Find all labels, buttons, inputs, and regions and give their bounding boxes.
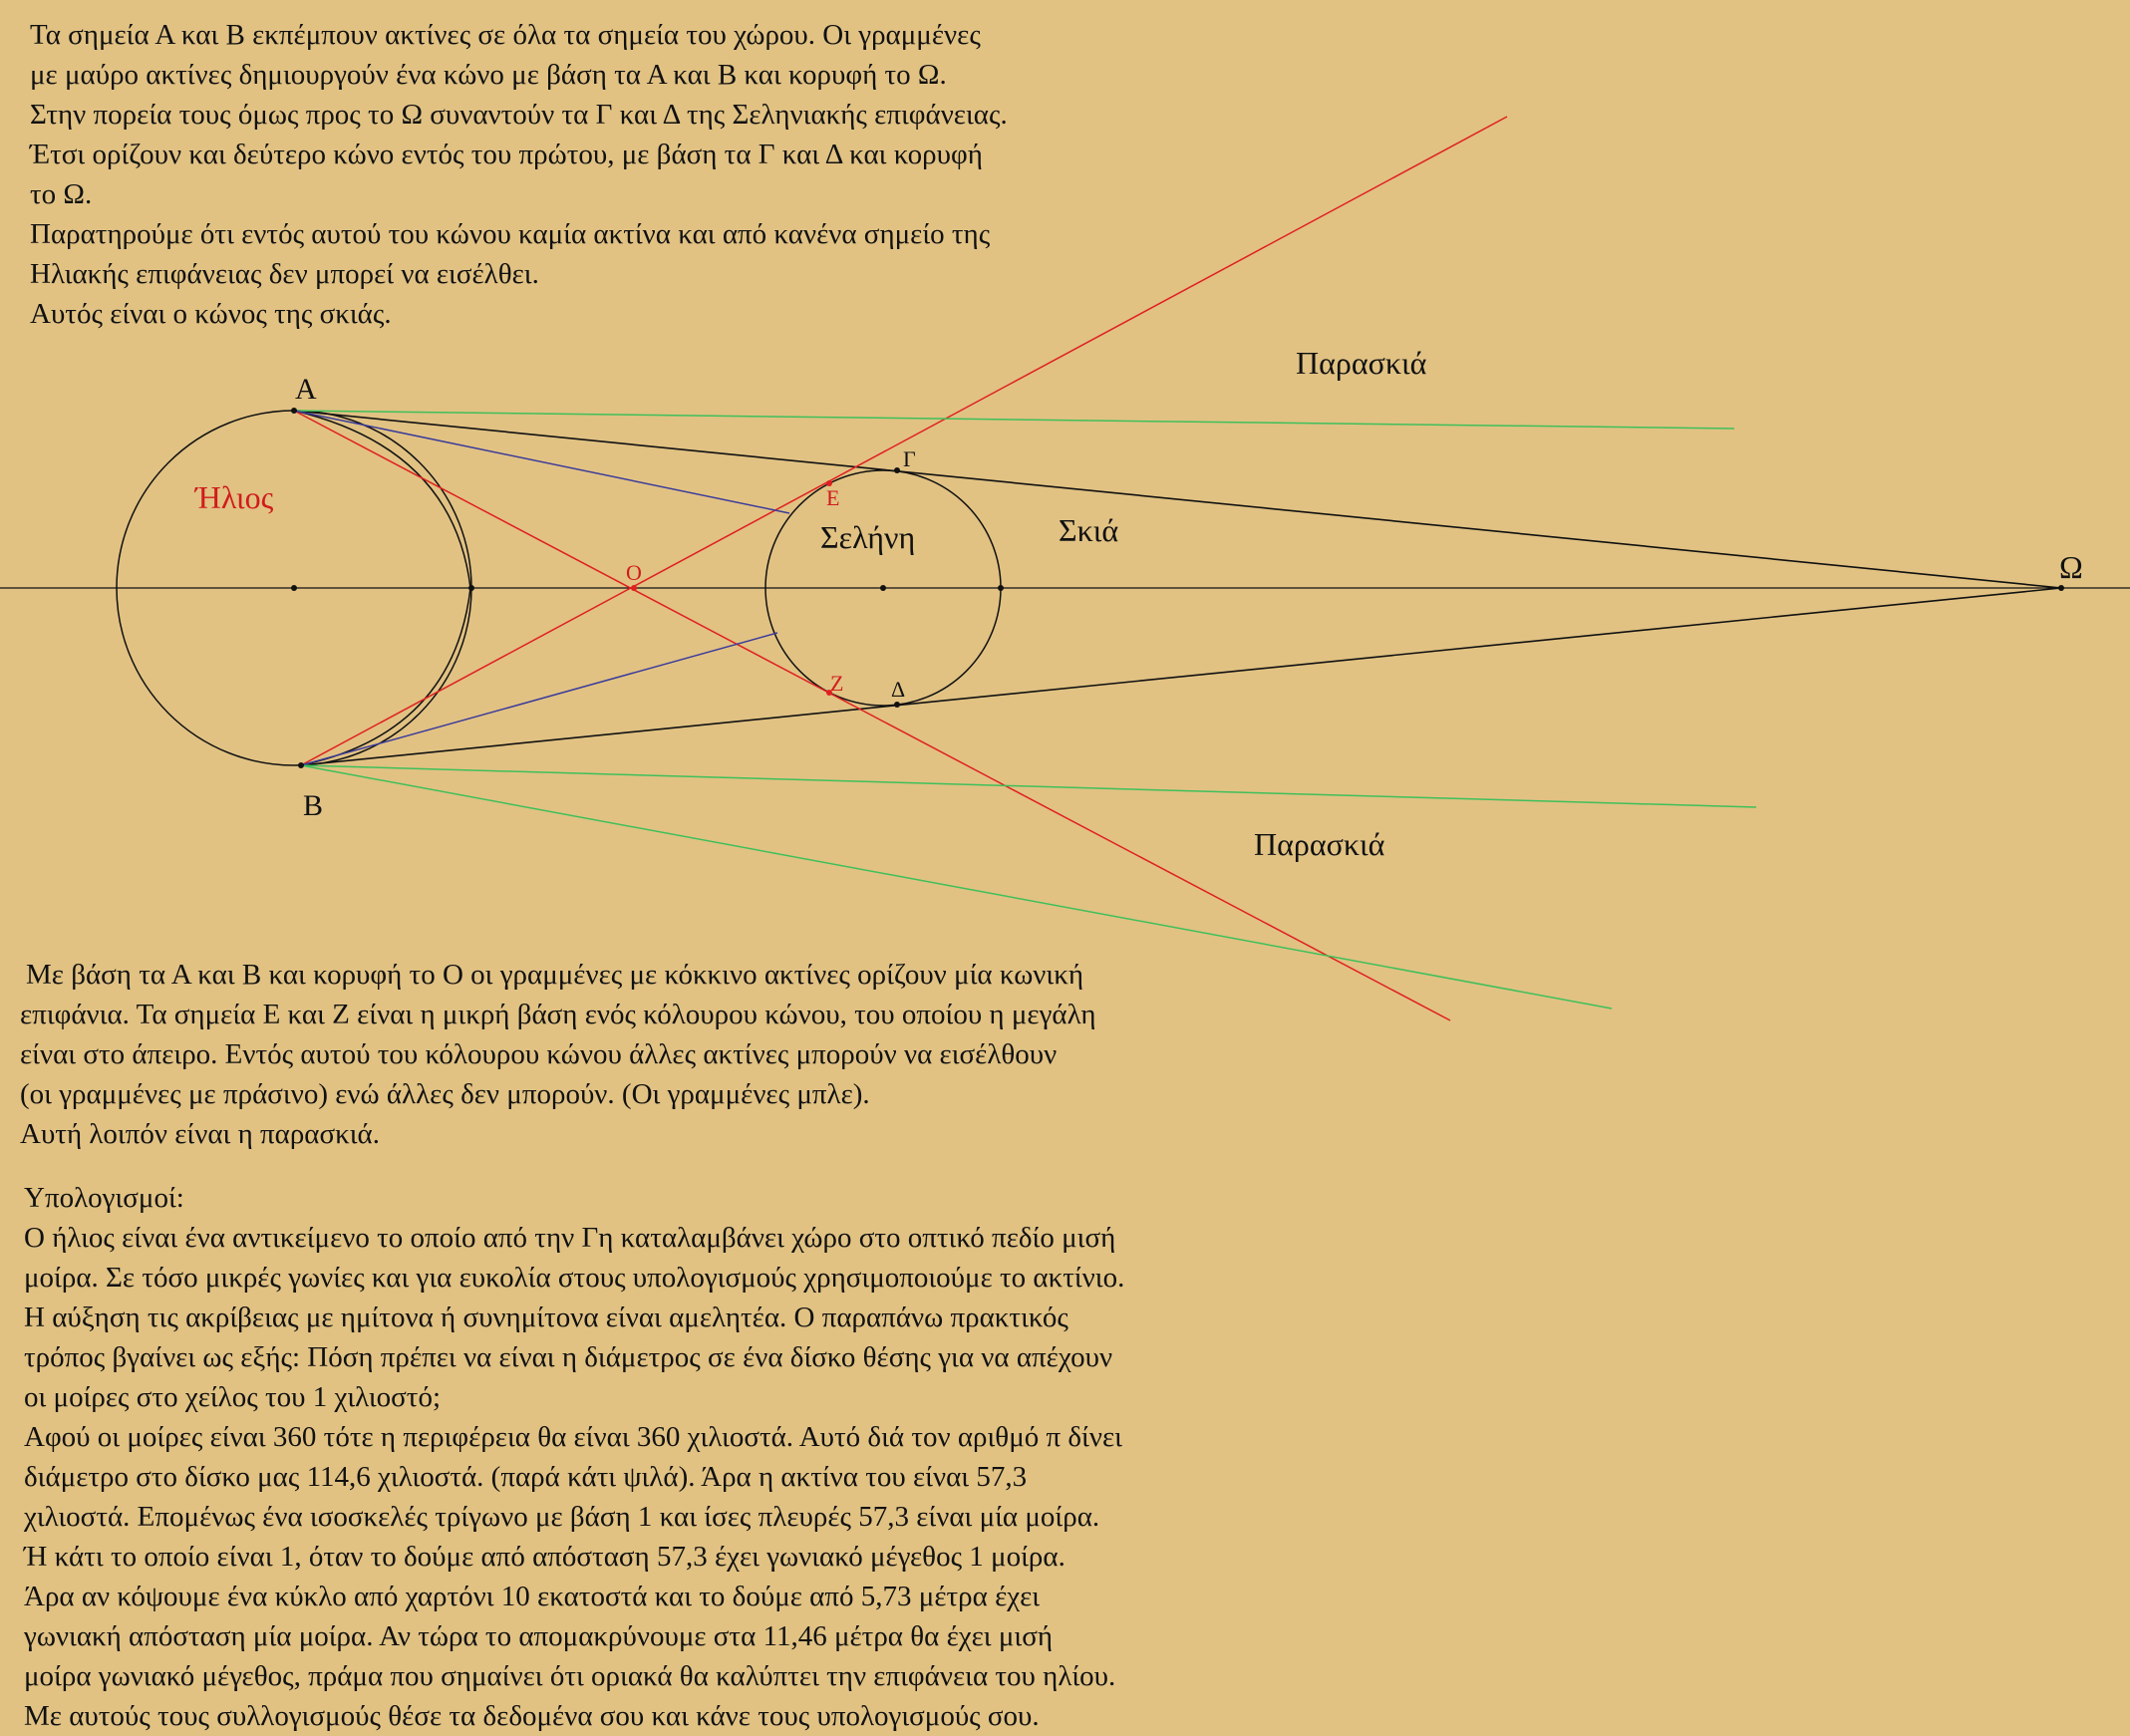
green-ray-a	[294, 411, 1734, 429]
calculations-section	[24, 1178, 1124, 1736]
calc-line: Με αυτούς τους συλλογισμούς θέσε τα δεδομένα σου και κάνε τους υπολογισμούς σου.	[24, 1700, 1040, 1732]
intro-line: Αυτός είναι ο κώνος της σκιάς.	[30, 298, 392, 330]
calc-line: Άρα αν κόψουμε ένα κύκλο από χαρτόνι 10 εκατοστά και το δούμε από 5,73 μέτρα έχει	[24, 1581, 1041, 1612]
point-b	[298, 762, 304, 768]
intro-line: Ηλιακής επιφάνειας δεν μπορεί να εισέλθει.	[30, 258, 539, 290]
calc-line: μοίρα γωνιακό μέγεθος, πράμα που σημαίνει ότι οριακά θα καλύπτει την επιφάνεια του ηλίου.	[24, 1660, 1116, 1692]
calc-line: χιλιοστά. Επομένως ένα ισοσκελές τρίγωνο με βάση 1 και ίσες πλευρές 57,3 είναι μία μοίρα.	[24, 1501, 1100, 1533]
point-omega	[2058, 585, 2064, 591]
intro-line: Στην πορεία τους όμως προς το Ω συναντούν τα Γ και Δ της Σεληνιακής επιφάνειας.	[30, 99, 1008, 131]
intro-line: Έτσι ορίζουν και δεύτερο κώνο εντός του πρώτου, με βάση τα Γ και Δ και κορυφή	[30, 139, 983, 170]
penumbra-line: Αυτή λοιπόν είναι η παρασκιά.	[20, 1118, 380, 1150]
calc-line: Αφού οι μοίρες είναι 360 τότε η περιφέρεια θα είναι 360 χιλιοστά. Αυτό διά τον αριθμό π δίνει	[24, 1421, 1122, 1453]
red-ray-a	[294, 411, 1450, 1020]
label-sun: Ήλιος	[195, 479, 274, 515]
calc-line: οι μοίρες στο χείλος του 1 χιλιοστό;	[24, 1381, 442, 1413]
blue-ray-b	[301, 633, 777, 765]
green-ray-b1	[301, 765, 1756, 807]
label-gamma: Γ	[903, 446, 916, 471]
intro-line: το Ω.	[30, 178, 93, 210]
label-a: Α	[295, 373, 317, 406]
label-e: Ε	[826, 485, 840, 510]
point-sun-edge	[468, 585, 474, 591]
point-gamma	[894, 467, 900, 473]
calc-heading: Υπολογισμοί:	[24, 1182, 184, 1214]
penumbra-line: Με βάση τα Α και Β και κορυφή το Ο οι γραμμένες με κόκκινο ακτίνες ορίζουν μία κωνική	[26, 959, 1083, 991]
umbra-ray-top	[294, 411, 2061, 588]
penumbra-text	[20, 955, 1096, 1154]
label-penumbra-bottom: Παρασκιά	[1254, 826, 1385, 862]
intro-line: με μαύρο ακτίνες δημιουργούν ένα κώνο με βάση τα Α και Β και κορυφή το Ω.	[30, 59, 947, 91]
label-penumbra-top: Παρασκιά	[1296, 345, 1427, 381]
label-umbra: Σκιά	[1059, 512, 1119, 548]
calc-line: γωνιακή απόσταση μία μοίρα. Αν τώρα το απομακρύνουμε στα 11,46 μέτρα θα έχει μισή	[24, 1620, 1054, 1652]
calc-line: Ο ήλιος είναι ένα αντικείμενο το οποίο από την Γη καταλαμβάνει χώρο στο οπτικό πεδίο μισή	[24, 1222, 1116, 1254]
label-omega: Ω	[2059, 549, 2083, 585]
point-sun-center	[291, 585, 297, 591]
label-o: O	[626, 560, 642, 585]
penumbra-line: είναι στο άπειρο. Εντός αυτού του κόλουρου κώνου άλλες ακτίνες μπορούν να εισέλθουν	[20, 1038, 1058, 1070]
calc-line: Ή κάτι το οποίο είναι 1, όταν το δούμε από απόσταση 57,3 έχει γωνιακό μέγεθος 1 μοίρα.	[24, 1541, 1065, 1573]
penumbra-line: (οι γραμμένες με πράσινο) ενώ άλλες δεν μπορούν. (Οι γραμμένες μπλε).	[20, 1078, 870, 1110]
calc-line: Η αύξηση τις ακρίβειας με ημίτονα ή συνημίτονα είναι αμελητέα. Ο παραπάνω πρακτικός	[24, 1302, 1068, 1333]
calc-line: διάμετρο στο δίσκο μας 114,6 χιλιοστά. (παρά κάτι ψιλά). Άρα η ακτίνα του είναι 57,3	[24, 1461, 1028, 1493]
arc-from-b	[301, 588, 470, 765]
calc-line: μοίρα. Σε τόσο μικρές γωνίες και για ευκολία στους υπολογισμούς χρησιμοποιούμε το ακτίνιο.	[24, 1262, 1125, 1294]
label-z: Ζ	[830, 671, 844, 696]
label-delta: Δ	[891, 677, 906, 702]
label-b: Β	[303, 789, 324, 822]
point-a	[291, 408, 297, 414]
point-moon-edge	[998, 585, 1004, 591]
calc-line: τρόπος βγαίνει ως εξής: Πόση πρέπει να είναι η διάμετρος σε ένα δίσκο θέσης για να απέχουν	[24, 1341, 1113, 1373]
penumbra-line: επιφάνια. Τα σημεία Ε και Ζ είναι η μικρή βάση ενός κόλουρου κώνου, του οποίου η μεγάλη	[20, 999, 1096, 1030]
point-moon-center	[880, 585, 886, 591]
point-o	[631, 585, 637, 591]
intro-line: Παρατηρούμε ότι εντός αυτού του κώνου καμία ακτίνα και από κανένα σημείο της	[30, 218, 991, 250]
red-ray-b	[301, 117, 1507, 765]
label-moon: Σελήνη	[820, 519, 916, 555]
blue-ray-a	[294, 411, 789, 513]
intro-line: Τα σημεία Α και Β εκπέμπουν ακτίνες σε όλα τα σημεία του χώρου. Οι γραμμένες	[30, 19, 981, 51]
arc-from-a	[294, 411, 470, 588]
point-delta	[894, 702, 900, 708]
umbra-ray-bottom	[301, 588, 2061, 765]
